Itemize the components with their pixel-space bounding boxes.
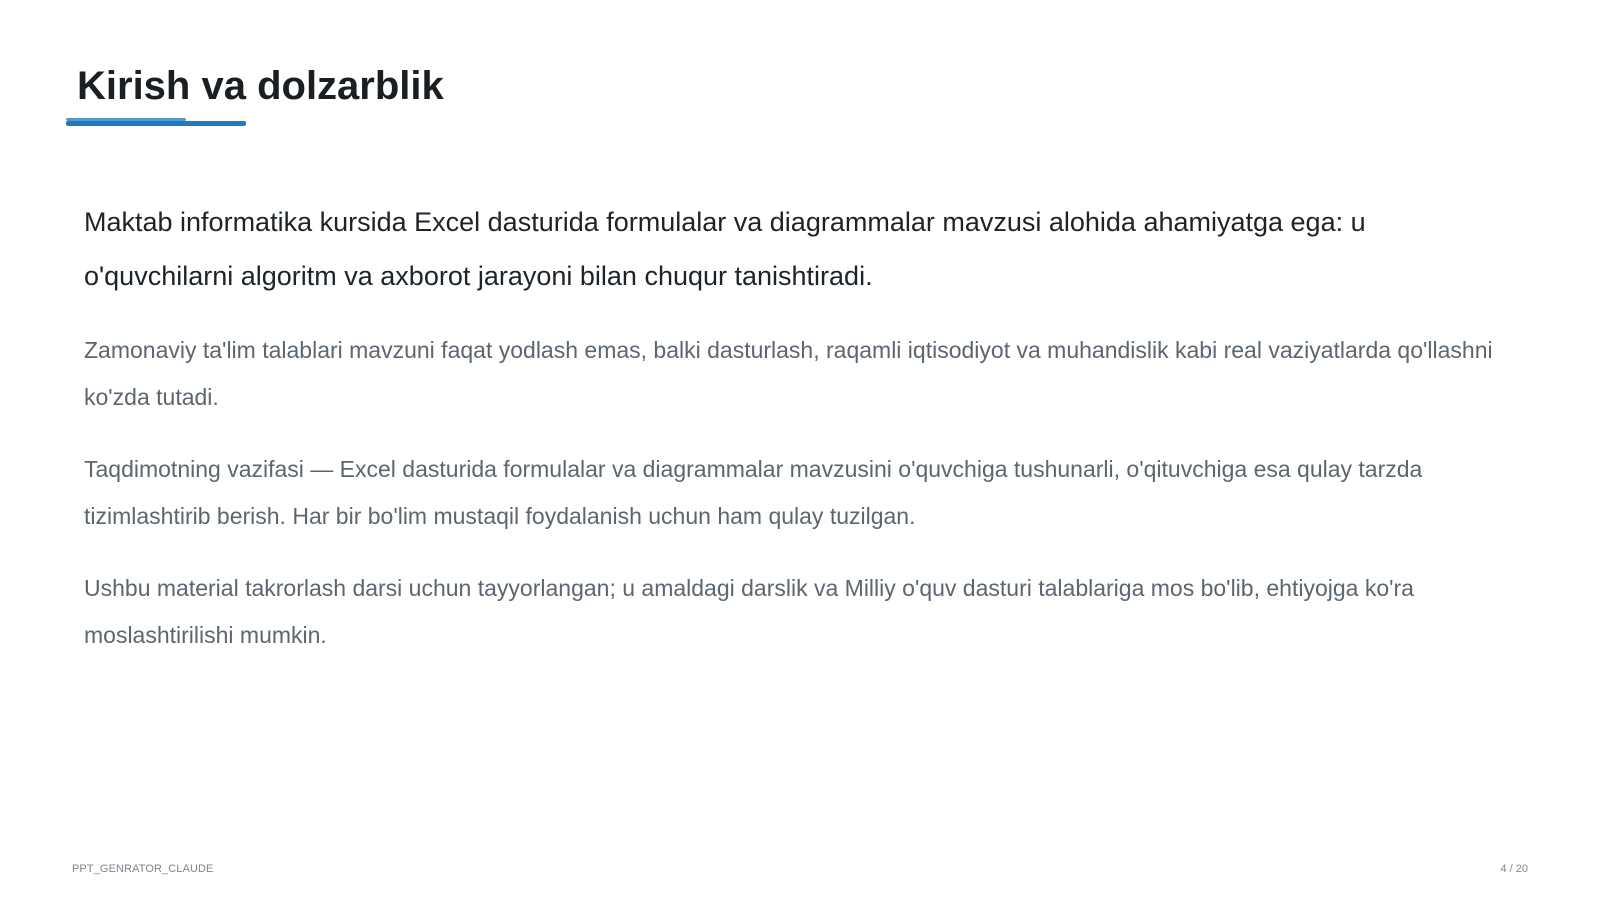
body-paragraph-2: Taqdimotning vazifasi — Excel dasturida formulalar va diagrammalar mavzusini o'quvchiga tushunarli, o'qituvchiga esa qulay tarzda tizimlashtirib berish. Har bir bo'lim mustaqil foydalanish uchun ham qulay tuzilgan. <box>84 456 1423 529</box>
footer-source-label: PPT_GENRATOR_CLAUDE <box>72 863 214 875</box>
body-paragraph-1: Zamonaviy ta'lim talablari mavzuni faqat yodlash emas, balki dasturlash, raqamli iqtisodiyot va muhandislik kabi real vaziyatlarda qo'llashni ko'zda tutadi. <box>84 337 1493 410</box>
title-underline <box>66 121 246 126</box>
slide-title: Kirish va dolzarblik <box>77 64 444 108</box>
slide-content <box>84 195 1514 684</box>
page-number: 4 / 20 <box>1500 863 1528 875</box>
lead-paragraph: Maktab informatika kursida Excel dasturida formulalar va diagrammalar mavzusi alohida ahamiyatga ega: u o'quvchilarni algoritm va axborot jarayoni bilan chuqur tanishtiradi. <box>84 207 1366 291</box>
body-paragraph-3: Ushbu material takrorlash darsi uchun tayyorlangan; u amaldagi darslik va Milliy o'quv dasturi talablariga mos bo'lib, ehtiyojga ko'ra moslashtirilishi mumkin. <box>84 575 1414 648</box>
